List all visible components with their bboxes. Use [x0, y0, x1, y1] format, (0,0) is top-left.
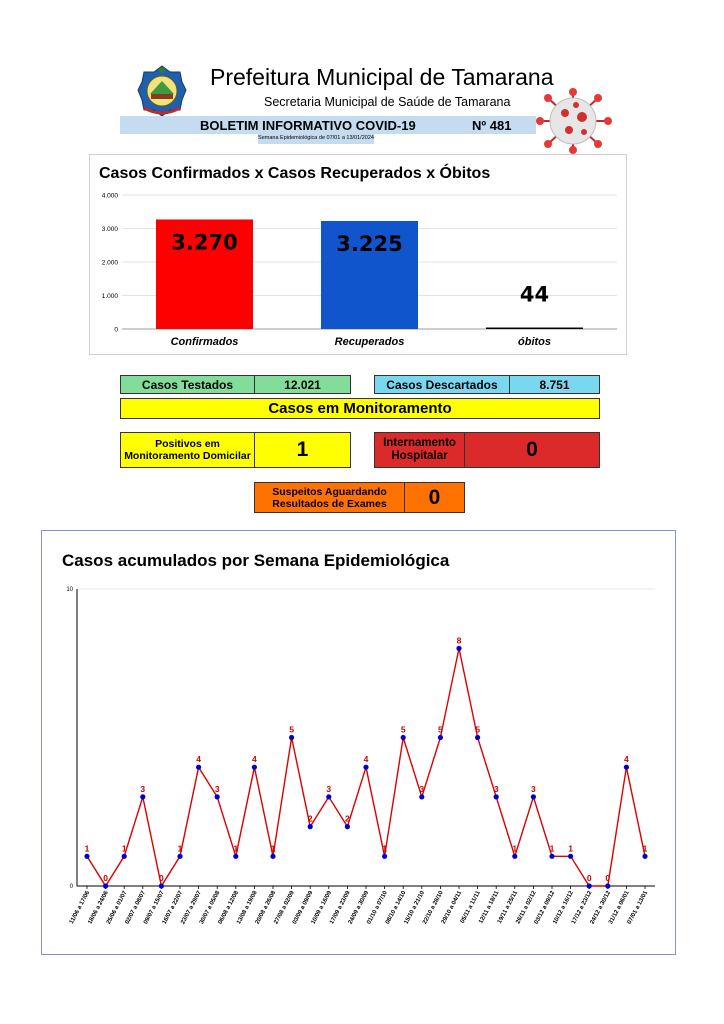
- y-tick-label: 0: [69, 884, 73, 890]
- suspect-awaiting-label: Suspeitos Aguardando Resultados de Exames: [254, 482, 405, 513]
- discarded-cases-label: Casos Descartados: [374, 375, 510, 394]
- data-label: 8: [456, 635, 462, 646]
- data-point: [494, 794, 499, 799]
- x-tick-label: 06/08 a 12/08: [217, 890, 241, 926]
- municipal-seal-logo: [136, 64, 188, 118]
- x-tick-label: 15/10 a 21/10: [403, 890, 427, 926]
- data-point: [456, 646, 461, 651]
- data-point: [326, 794, 331, 799]
- x-tick-label: 09/07 a 15/07: [143, 890, 166, 926]
- data-label: 1: [568, 843, 573, 854]
- x-tick-label: 11/06 a 17/06: [68, 890, 92, 926]
- data-label: 2: [345, 813, 350, 824]
- data-point: [605, 883, 610, 888]
- y-tick-label: 0: [114, 326, 118, 334]
- data-label: 1: [512, 843, 518, 854]
- data-point: [122, 854, 127, 859]
- x-tick-label: 02/07 a 08/07: [124, 890, 148, 926]
- data-label: 1: [642, 843, 648, 854]
- x-tick-label: 24/12 a 30/12: [589, 890, 613, 926]
- data-label: 3: [140, 783, 146, 794]
- page-title: Prefeitura Municipal de Tamarana: [210, 64, 554, 90]
- suspect-awaiting-value: 0: [404, 482, 465, 513]
- data-point: [642, 854, 647, 859]
- x-tick-label: 23/07 a 29/07: [180, 890, 203, 926]
- data-point: [363, 765, 368, 770]
- x-tick-label: 25/06 a 01/07: [105, 890, 129, 926]
- bar-data-label: 3.270: [171, 230, 238, 255]
- data-label: 3: [326, 783, 332, 794]
- x-tick-label: 22/10 a 28/10: [422, 890, 445, 926]
- data-point: [252, 765, 257, 770]
- data-point: [419, 794, 424, 799]
- x-tick-label: 10/12 a 16/12: [552, 890, 575, 926]
- data-point: [438, 735, 443, 740]
- data-point: [549, 854, 554, 859]
- data-point: [103, 883, 108, 888]
- data-label: 1: [233, 843, 239, 854]
- y-tick-label: 1.000: [101, 293, 118, 300]
- x-tick-label: 08/10 a 14/10: [384, 890, 408, 926]
- x-tick-label: 03/12 a 09/12: [533, 890, 557, 926]
- data-label: 1: [549, 843, 555, 854]
- data-label: 2: [307, 813, 313, 824]
- x-tick-label: 17/12 a 23/12: [570, 890, 594, 926]
- data-point: [159, 883, 164, 888]
- data-point: [345, 824, 350, 829]
- data-label: 4: [252, 754, 257, 765]
- epidemiological-week: Semana Epidemiológica de 07/01 a 13/01/2024: [258, 135, 374, 141]
- data-label: 0: [605, 873, 611, 883]
- x-tick-label: 29/10 a 04/11: [440, 890, 464, 926]
- data-label: 0: [103, 873, 108, 883]
- bar-óbitos: [486, 328, 583, 330]
- hospitalization-label: Internamento Hospitalar: [374, 432, 465, 468]
- data-label: 5: [400, 724, 406, 735]
- data-label: 1: [177, 843, 183, 854]
- data-point: [177, 854, 182, 859]
- x-tick-label: 30/07 a 05/08: [198, 890, 222, 926]
- y-tick-label: 4.000: [101, 192, 118, 200]
- data-point: [531, 794, 536, 799]
- x-tick-label: 10/09 a 16/09: [310, 890, 334, 926]
- x-tick-label: 24/09 a 30/09: [347, 890, 371, 926]
- hospitalization-value: 0: [464, 432, 600, 468]
- x-tick-label: 03/09 a 09/09: [291, 890, 315, 926]
- line-chart: [41, 530, 676, 955]
- x-tick-label: 20/08 a 26/08: [254, 890, 278, 926]
- x-tick-label: 12/11 a 18/11: [478, 890, 501, 925]
- data-point: [270, 854, 275, 859]
- discarded-cases-value: 8.751: [509, 375, 600, 394]
- data-label: 5: [289, 724, 294, 735]
- data-point: [512, 854, 517, 859]
- data-point: [568, 854, 573, 859]
- data-point: [624, 765, 629, 770]
- line-chart-title: Casos acumulados por Semana Epidemiológica: [62, 551, 450, 570]
- x-category-label: óbitos: [518, 336, 551, 348]
- x-tick-label: 07/01 a 13/01: [626, 890, 650, 926]
- x-tick-label: 27/08 a 02/09: [273, 890, 296, 926]
- x-tick-label: 16/07 a 22/07: [161, 890, 185, 926]
- bulletin-title: BOLETIM INFORMATIVO COVID-19: [200, 118, 416, 133]
- data-point: [587, 883, 592, 888]
- data-label: 0: [586, 873, 592, 883]
- x-tick-label: 17/09 a 23/09: [329, 890, 352, 926]
- data-point: [140, 794, 145, 799]
- data-label: 1: [121, 843, 127, 854]
- data-label: 3: [493, 783, 499, 794]
- data-point: [308, 824, 313, 829]
- data-point: [84, 854, 89, 859]
- tested-cases-label: Casos Testados: [120, 375, 255, 394]
- data-label: 0: [159, 873, 164, 883]
- data-label: 4: [624, 754, 629, 765]
- data-point: [382, 854, 387, 859]
- data-point: [215, 794, 220, 799]
- x-tick-label: 05/11 a 11/11: [459, 890, 482, 925]
- data-label: 1: [382, 843, 387, 854]
- tested-cases-value: 12.021: [254, 375, 351, 394]
- data-label: 3: [214, 783, 220, 794]
- bar-chart: [89, 154, 627, 355]
- data-label: 3: [419, 783, 425, 794]
- x-tick-label: 18/06 a 24/06: [87, 890, 110, 926]
- data-point: [233, 854, 238, 859]
- data-point: [196, 765, 201, 770]
- data-label: 4: [196, 754, 201, 765]
- monitoring-title: Casos em Monitoramento: [120, 398, 600, 419]
- data-label: 4: [363, 754, 369, 765]
- x-tick-label: 31/12 a 06/01: [608, 890, 631, 926]
- bar-data-label: 3.225: [336, 231, 403, 256]
- data-label: 3: [531, 783, 536, 794]
- data-label: 5: [438, 724, 443, 735]
- data-label: 1: [84, 843, 90, 854]
- page-subtitle: Secretaria Municipal de Saúde de Tamarana: [264, 95, 511, 109]
- data-label: 5: [475, 724, 480, 735]
- x-tick-label: 19/11 a 25/11: [496, 890, 520, 925]
- bar-chart-title: Casos Confirmados x Casos Recuperados x Óbitos: [99, 165, 491, 182]
- x-tick-label: 26/11 a 02/12: [515, 890, 538, 926]
- x-tick-label: 13/08 a 19/08: [236, 890, 259, 926]
- x-tick-label: 01/10 a 07/10: [366, 890, 389, 926]
- data-label: 1: [270, 843, 276, 854]
- y-tick-label: 2.000: [101, 259, 118, 267]
- bar-data-label: 44: [519, 282, 550, 307]
- coronavirus-icon: [532, 88, 614, 154]
- data-point: [289, 735, 294, 740]
- home-monitoring-label: Positivos em Monitoramento Domicilar: [120, 432, 255, 468]
- bulletin-number: Nº 481: [472, 118, 512, 133]
- data-point: [475, 735, 480, 740]
- y-tick-label: 10: [66, 587, 73, 593]
- data-point: [401, 735, 406, 740]
- y-tick-label: 3.000: [101, 226, 118, 233]
- home-monitoring-value: 1: [254, 432, 351, 468]
- x-category-label: Recuperados: [334, 336, 405, 348]
- x-category-label: Confirmados: [170, 336, 239, 348]
